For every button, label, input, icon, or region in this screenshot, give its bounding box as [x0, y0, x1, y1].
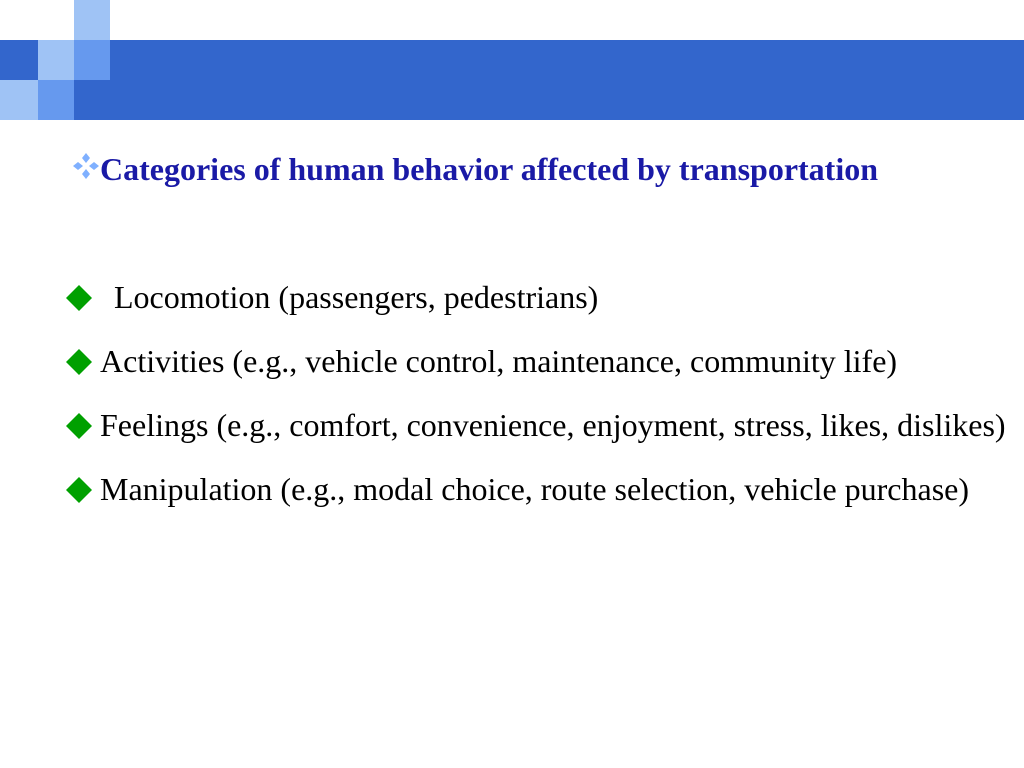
green-diamond-icon — [66, 349, 92, 375]
bullet-list — [60, 272, 1010, 528]
list-item — [60, 400, 1010, 451]
header-square — [74, 0, 110, 40]
slide-heading — [60, 148, 960, 191]
four-diamond-icon — [72, 152, 100, 180]
list-item — [60, 464, 1010, 515]
heading-text: Categories of human behavior affected by transportation — [100, 151, 879, 187]
green-diamond-icon — [66, 285, 92, 311]
bullet-text: Locomotion (passengers, pedestrians) — [114, 279, 599, 315]
header-square — [74, 40, 110, 80]
list-item — [60, 272, 1010, 323]
green-diamond-icon — [66, 413, 92, 439]
list-item — [60, 336, 1010, 387]
bullet-text: Manipulation (e.g., modal choice, route selection, vehicle purchase) — [100, 471, 970, 507]
header-square — [38, 40, 74, 80]
bullet-text: Feelings (e.g., comfort, convenience, enjoyment, stress, likes, dislikes) — [100, 407, 1006, 443]
header-square — [0, 80, 38, 120]
header-bar — [0, 40, 1024, 120]
header-square — [38, 80, 74, 120]
bullet-text: Activities (e.g., vehicle control, maintenance, community life) — [100, 343, 898, 379]
green-diamond-icon — [66, 477, 92, 503]
